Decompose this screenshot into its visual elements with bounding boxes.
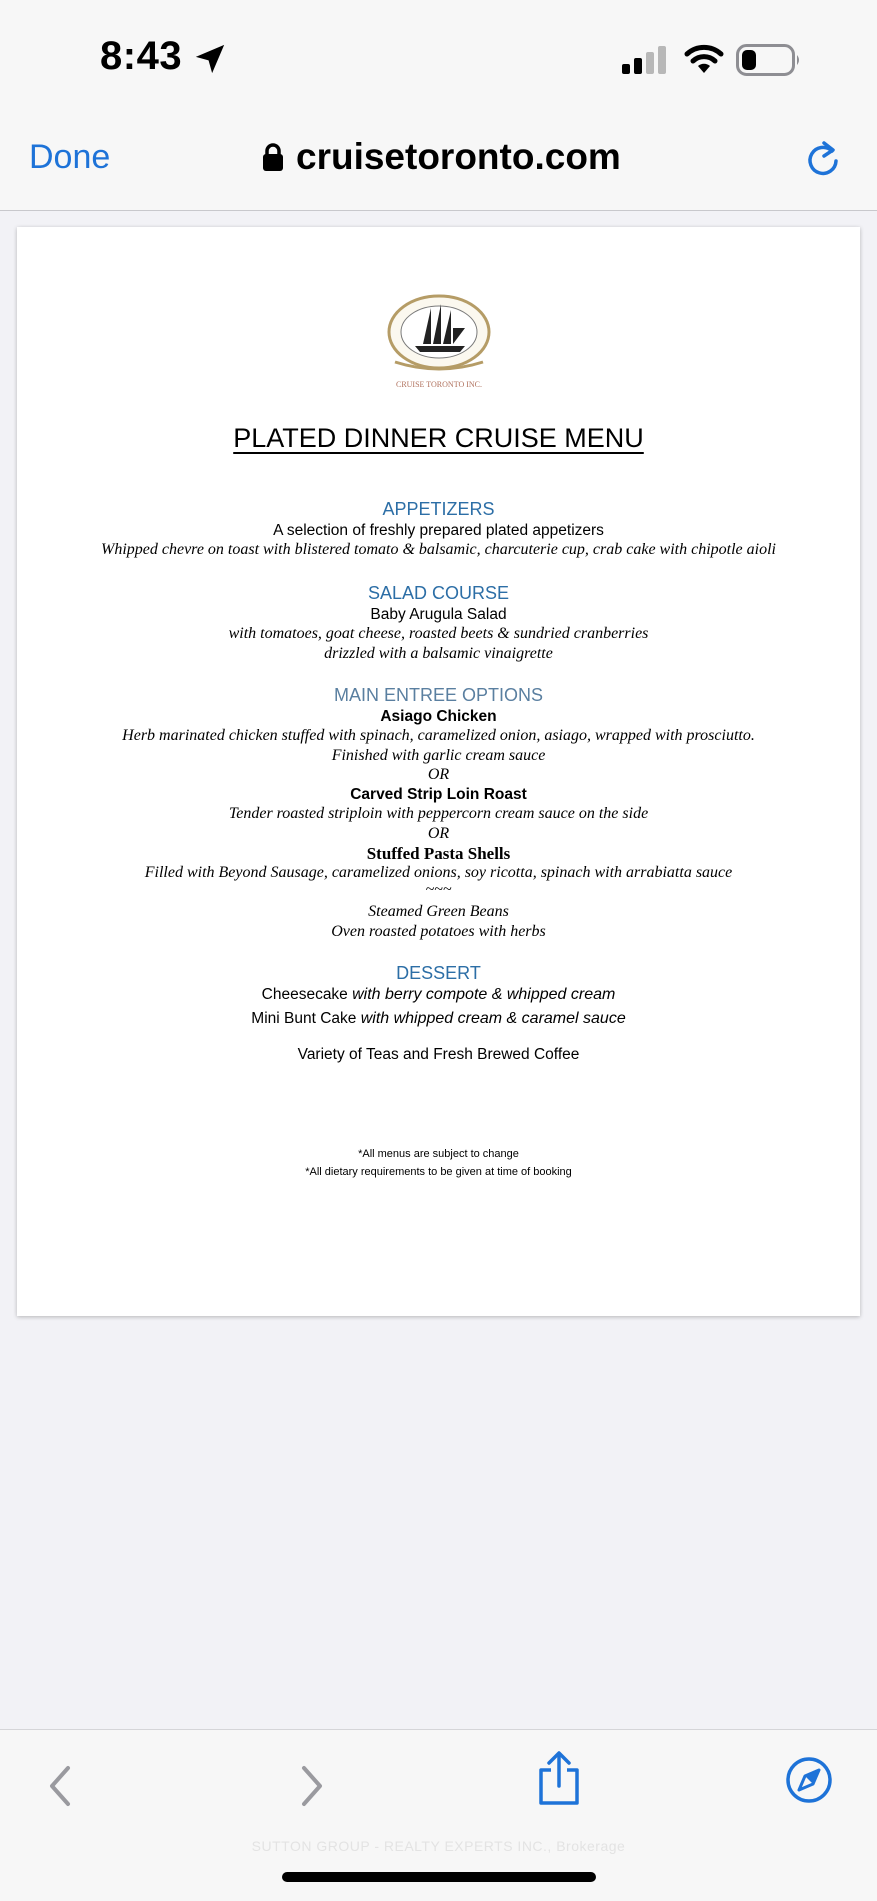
side2: Oven roasted potatoes with herbs	[331, 923, 546, 940]
dessert-item2	[17, 1010, 860, 1028]
salad-line1: with tomatoes, goat cheese, roasted beets & sundried cranberries	[228, 625, 649, 642]
status-bar	[0, 0, 877, 110]
dessert-item1-name: Cheesecake	[261, 986, 348, 1003]
compass-icon[interactable]	[785, 1756, 833, 1804]
home-indicator	[282, 1872, 596, 1882]
main-item2-desc: Tender roasted striploin with peppercorn cream sauce on the side	[228, 805, 649, 822]
great-lakes-schooner-logo	[385, 292, 493, 390]
salad-heading: SALAD COURSE	[367, 583, 510, 603]
watermark: SUTTON GROUP - REALTY EXPERTS INC., Brokerage	[251, 1838, 626, 1854]
note-menus-subject-to-change: *All menus are subject to change	[358, 1148, 519, 1160]
logo-caption: CRUISE TORONTO INC.	[395, 380, 483, 389]
reload-icon[interactable]	[803, 139, 843, 179]
dessert-item2-desc: with whipped cream & caramel sauce	[360, 1010, 626, 1027]
share-icon[interactable]	[536, 1750, 582, 1806]
back-chevron-icon[interactable]	[44, 1764, 76, 1808]
main-or1: OR	[427, 766, 450, 783]
dessert-item2-name: Mini Bunt Cake	[251, 1010, 357, 1027]
salad-name: Baby Arugula Salad	[370, 606, 507, 623]
address-bar[interactable]	[262, 136, 621, 178]
note-dietary-requirements: *All dietary requirements to be given at time of booking	[305, 1166, 572, 1178]
main-or2: OR	[427, 825, 450, 842]
lock-icon	[262, 142, 284, 172]
cellular-signal-icon	[622, 46, 668, 74]
main-item1-desc2: Finished with garlic cream sauce	[331, 747, 546, 764]
side1: Steamed Green Beans	[368, 903, 509, 920]
status-time: 8:43	[100, 34, 183, 78]
wifi-icon	[683, 42, 725, 74]
dessert-heading: DESSERT	[396, 963, 481, 983]
url-text: cruisetoronto.com	[296, 136, 621, 177]
main-divider: ~~~	[425, 881, 452, 898]
main-item2-name: Carved Strip Loin Roast	[350, 786, 527, 803]
mains-heading: MAIN ENTREE OPTIONS	[333, 685, 544, 705]
document-page	[17, 227, 860, 1316]
dessert-item1	[17, 986, 860, 1004]
forward-chevron-icon[interactable]	[296, 1764, 328, 1808]
location-arrow-icon	[193, 42, 227, 76]
battery-icon	[736, 44, 802, 76]
browser-nav-bar	[0, 110, 877, 211]
main-item3-name: Stuffed Pasta Shells	[366, 844, 511, 863]
appetizers-heading: APPETIZERS	[382, 499, 495, 519]
salad-line2: drizzled with a balsamic vinaigrette	[324, 645, 553, 662]
appetizers-line2: Whipped chevre on toast with blistered tomato & balsamic, charcuterie cup, crab cake with chipotle aioli	[101, 541, 776, 558]
page-title: PLATED DINNER CRUISE MENU	[233, 423, 644, 453]
dessert-item1-desc: with berry compote & whipped cream	[352, 986, 616, 1003]
main-item1-desc1: Herb marinated chicken stuffed with spinach, caramelized onion, asiago, wrapped with prosciutto.	[122, 727, 755, 744]
done-button[interactable]: Done	[29, 138, 111, 176]
beverages: Variety of Teas and Fresh Brewed Coffee	[297, 1046, 580, 1063]
main-item3-desc: Filled with Beyond Sausage, caramelized onions, soy ricotta, spinach with arrabiatta sauce	[144, 864, 733, 881]
main-item1-name: Asiago Chicken	[380, 708, 497, 725]
appetizers-line1: A selection of freshly prepared plated appetizers	[273, 522, 604, 539]
